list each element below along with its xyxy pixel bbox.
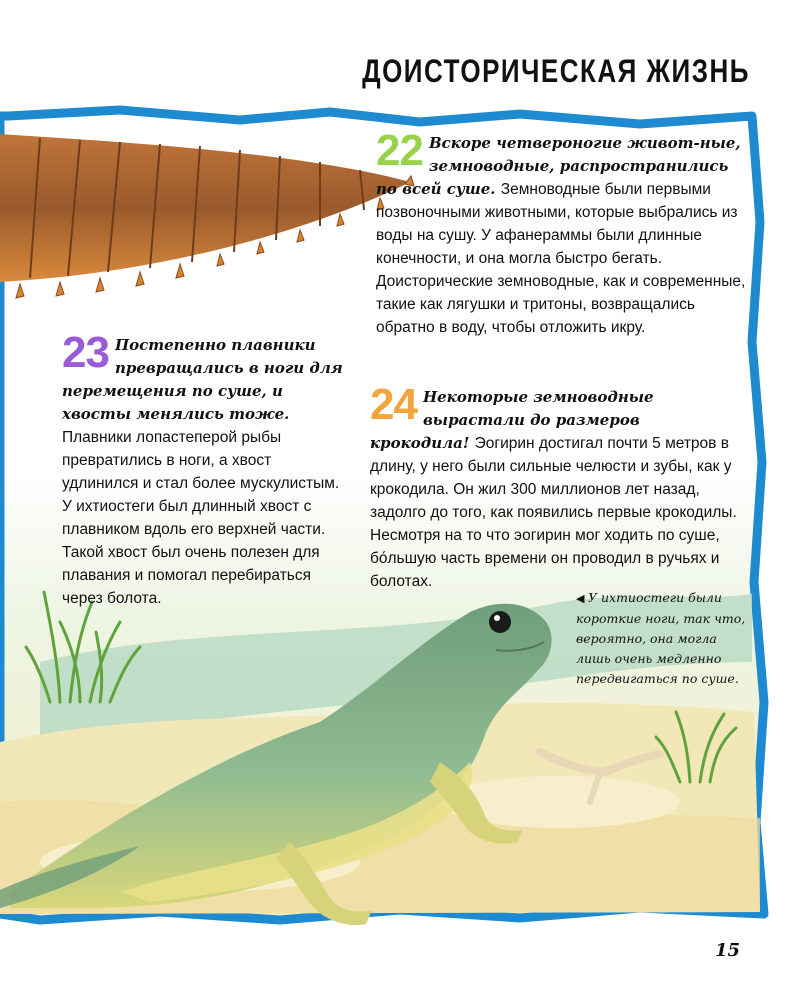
section-lead: Постепенно плавники превращались в ноги для перемещения по суше, и хвосты менялись тоже. [62,336,343,423]
image-caption [576,588,746,689]
page-title: ДОИСТОРИЧЕСКАЯ ЖИЗНЬ [362,52,750,90]
section-22 [376,126,748,339]
section-24 [370,380,738,593]
section-number: 22 [376,126,423,175]
section-lead: Некоторые земноводные вырастали до размеров крокодила! [370,388,654,452]
section-body: Земноводные были первыми позвоночными животными, которые выбрались из воды на сушу. У афанераммы были длинные конечности, и она могла быстро бегать. Доисторические земноводные, как и современные, такие как лягушки и тритоны, возвращались обратно в воду, чтобы отложить икру. [376,181,746,336]
page-number: 15 [714,940,740,961]
section-number: 24 [370,380,417,429]
section-lead: Вскоре четвероногие живот-ные, земноводные, распространились по всей суше. [376,134,741,198]
section-body: Плавники лопастеперой рыбы превратились в ноги, а хвост удлинился и стал более мускулистым. У ихтиостеги был длинный хвост с плавником вдоль его верхней части. Такой хвост был очень полезен для плавания и помогал перебираться через болота. [62,429,340,607]
caption-text: У ихтиостеги были короткие ноги, так что, вероятно, она могла лишь очень медленно передвигаться по суше. [576,590,746,686]
section-23 [62,328,348,610]
section-number: 23 [62,328,109,377]
section-body: Эогирин достигал почти 5 метров в длину, у него были сильные челюсти и зубы, как у крокодила. Он жил 300 миллионов лет назад, задолго до того, как появились первые крокодилы. Несмотря на то что эогирин мог ходить по суше, бо́льшую часть времени он проводил в ручьях и болотах. [370,435,737,590]
caption-arrow-icon: ◀ [576,592,588,605]
